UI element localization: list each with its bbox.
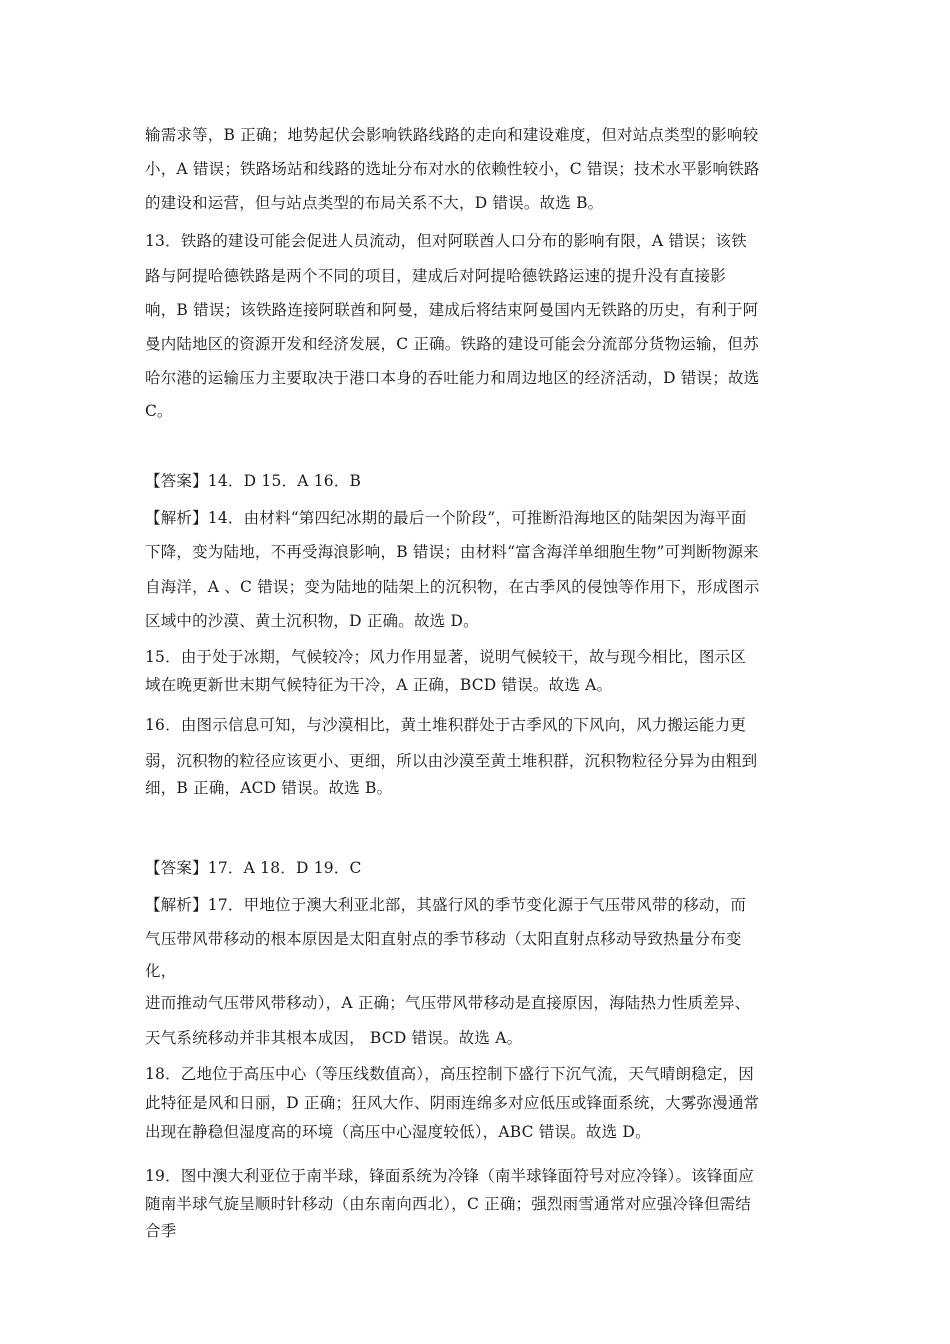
answer-line: 【答案】14．D 15．A 16．B [145, 472, 362, 490]
text-line: 天气系统移动并非其根本成因， BCD 错误。故选 A。 [145, 1029, 523, 1047]
text-line: 哈尔港的运输压力主要取决于港口本身的吞吐能力和周边地区的经济活动，D 错误；故选 [145, 369, 760, 387]
text-line: 自海洋，A 、C 错误；变为陆地的陆架上的沉积物，在古季风的侵蚀等作用下，形成图示 [145, 578, 760, 596]
text-line: 16．由图示信息可知，与沙漠相比，黄土堆积群处于古季风的下风向，风力搬运能力更 [145, 716, 747, 734]
text-line: 区域中的沙漠、黄土沉积物，D 正确。故选 D。 [145, 612, 479, 630]
text-line: 合季 [145, 1222, 177, 1240]
text-line: 进而推动气压带风带移动），A 正确；气压带风带移动是直接原因，海陆热力性质差异、 [145, 994, 751, 1012]
text-line: 出现在静稳但湿度高的环境（高压中心湿度较低），ABC 错误。故选 D。 [145, 1123, 651, 1141]
text-line: 输需求等，B 正确；地势起伏会影响铁路线路的走向和建设难度，但对站点类型的影响较 [145, 126, 759, 144]
text-line: 下降，变为陆地，不再受海浪影响，B 错误；由材料“富含海洋单细胞生物”可判断物源来 [145, 543, 759, 561]
analysis-line: 【解析】17．甲地位于澳大利亚北部，其盛行风的季节变化源于气压带风带的移动，而 [145, 896, 747, 914]
text-line: 小，A 错误；铁路场站和线路的选址分布对水的依赖性较小，C 错误；技术水平影响铁路 [145, 160, 760, 178]
text-line: 气压带风带移动的根本原因是太阳直射点的季节移动（太阳直射点移动导致热量分布变 [145, 930, 742, 948]
text-line: 18．乙地位于高压中心（等压线数值高），高压控制下盛行下沉气流，天气晴朗稳定，因 [145, 1065, 754, 1083]
text-line: 曼内陆地区的资源开发和经济发展，C 正确。铁路的建设可能会分流部分货物运输，但苏 [145, 335, 759, 353]
text-line: 13．铁路的建设可能会促进人员流动，但对阿联酋人口分布的影响有限，A 错误；该铁 [145, 232, 747, 250]
answer-line: 【答案】17．A 18．D 19．C [145, 859, 362, 877]
text-line: 响，B 错误；该铁路连接阿联酋和阿曼，建成后将结束阿曼国内无铁路的历史，有利于阿 [145, 301, 759, 319]
analysis-line: 【解析】14．由材料“第四纪冰期的最后一个阶段”，可推断沿海地区的陆架因为海平面 [145, 509, 747, 527]
text-line: 细，B 正确，ACD 错误。故选 B。 [145, 779, 393, 797]
text-line: 路与阿提哈德铁路是两个不同的项目，建成后对阿提哈德铁路运速的提升没有直接影 [145, 267, 726, 285]
text-line: 的建设和运营，但与站点类型的布局关系不大，D 错误。故选 B。 [145, 194, 604, 212]
text-line: 弱，沉积物的粒径应该更小、更细，所以由沙漠至黄土堆积群，沉积物粒径分异为由粗到 [145, 752, 758, 770]
text-line: 19．图中澳大利亚位于南半球，锋面系统为冷锋（南半球锋面符号对应冷锋）。该锋面应 [145, 1167, 754, 1185]
text-line: 此特征是风和日丽，D 正确；狂风大作、阴雨连绵多对应低压或锋面系统，大雾弥漫通常 [145, 1094, 760, 1112]
text-line: 15．由于处于冰期，气候较冷；风力作用显著，说明气候较干，故与现今相比，图示区 [145, 648, 747, 666]
text-line: 化， [145, 962, 177, 980]
text-line: 随南半球气旋呈顺时针移动（由东南向西北），C 正确；强烈雨雪通常对应强冷锋但需结 [145, 1195, 752, 1213]
text-line: C。 [145, 402, 173, 420]
text-line: 域在晚更新世末期气候特征为干冷，A 正确，BCD 错误。故选 A。 [145, 676, 613, 694]
